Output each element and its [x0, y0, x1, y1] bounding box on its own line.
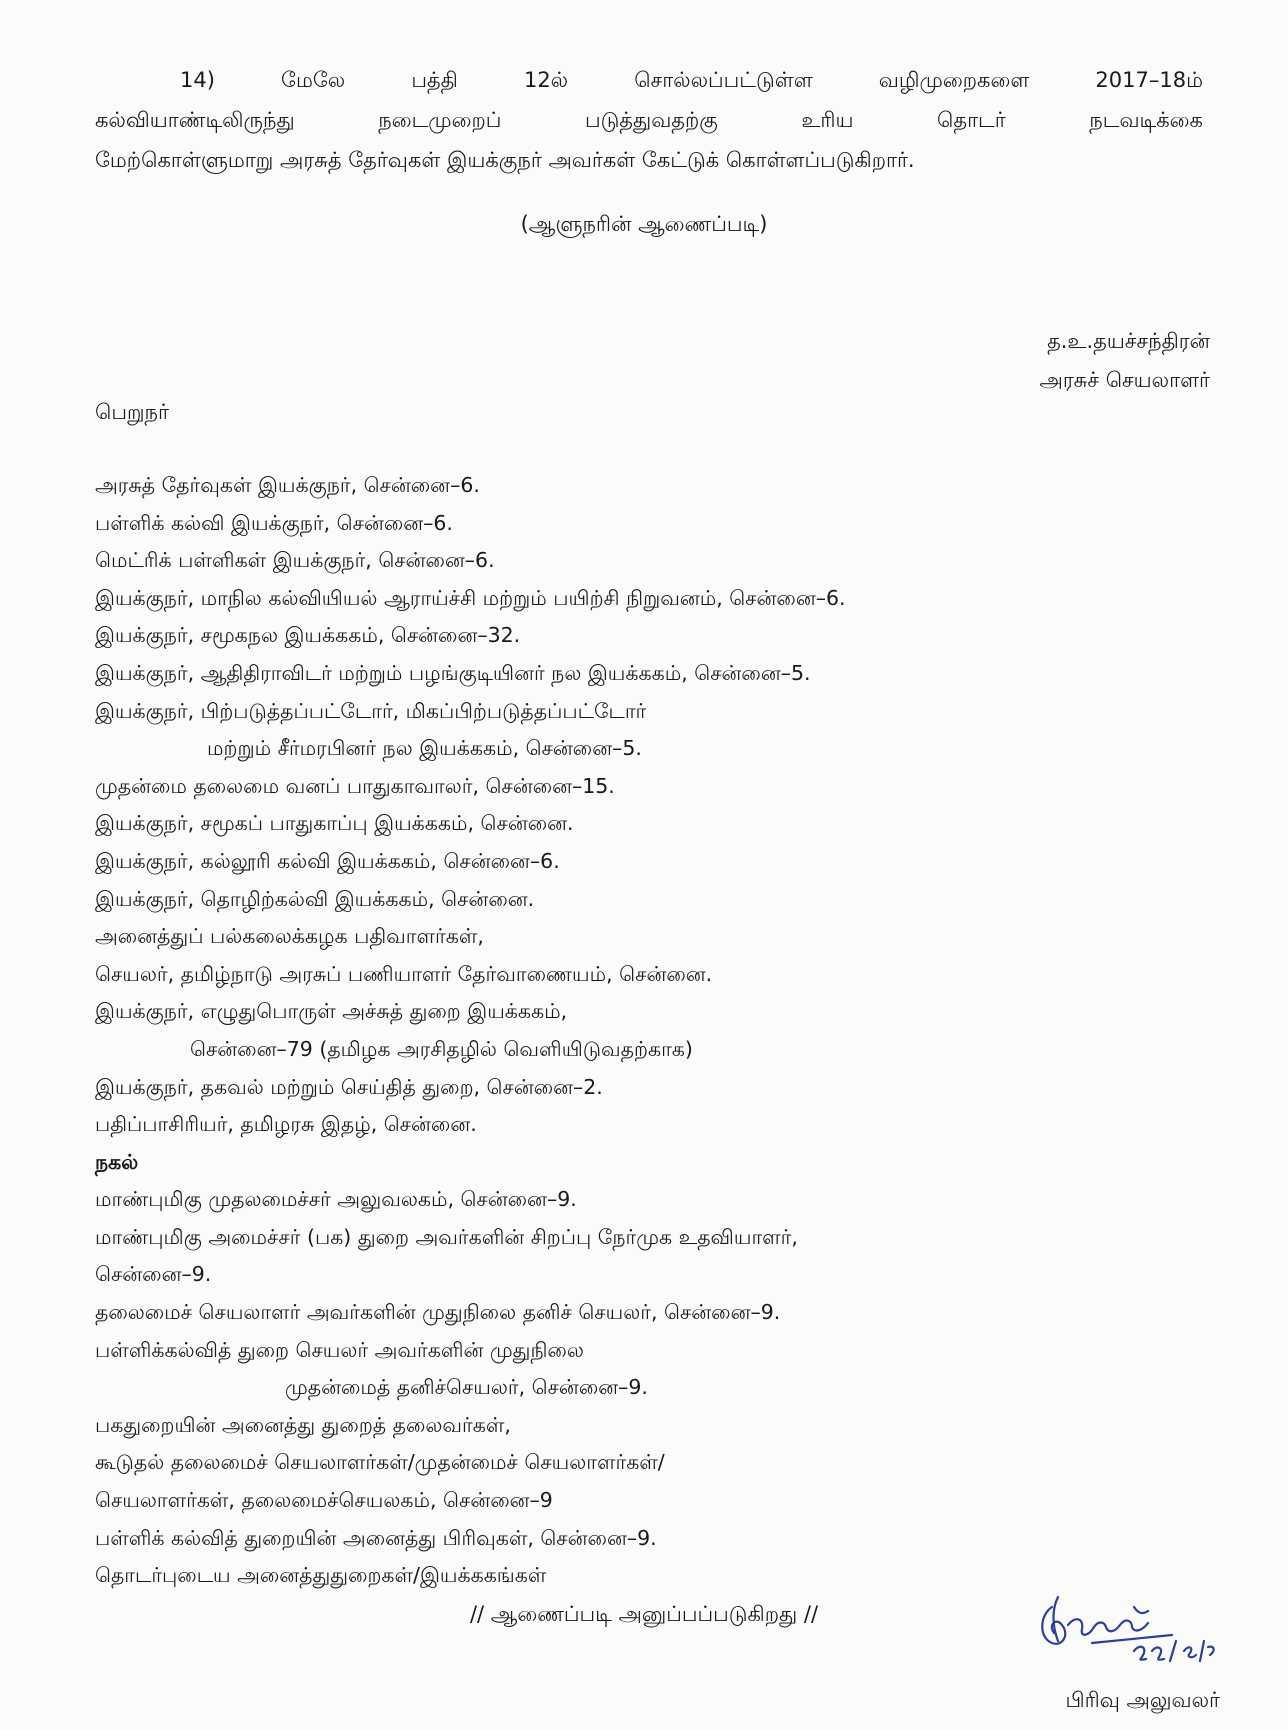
copy-line: மாண்புமிகு முதலமைச்சர் அலுவலகம், சென்னை–9. — [95, 1187, 577, 1212]
recipient-line: இயக்குநர், ஆதிதிராவிடர் மற்றும் பழங்குடியினர் நல இயக்ககம், சென்னை–5. — [95, 660, 811, 685]
recipient-line: இயக்குநர், எழுதுபொருள் அச்சுத் துறை இயக்ககம், — [95, 999, 568, 1024]
by-order-of-governor: (ஆளுநரின் ஆணைப்படி) — [520, 212, 768, 236]
instruction-paragraph — [95, 60, 1203, 180]
copy-heading: நகல் — [95, 1149, 139, 1174]
recipient-line: அனைத்துப் பல்கலைக்கழக பதிவாளர்கள், — [95, 924, 484, 949]
recipient-line: முதன்மை தலைமை வனப் பாதுகாவாலர், சென்னை–15. — [95, 773, 615, 798]
paragraph-line: 14) மேலே பத்தி 12ல் சொல்லப்பட்டுள்ள வழிமுறைகளை 2017–18ம் — [180, 68, 1203, 92]
recipient-line: பள்ளிக் கல்வி இயக்குநர், சென்னை–6. — [95, 510, 453, 535]
recipient-line: சென்னை–79 (தமிழக அரசிதழில் வெளியிடுவதற்காக) — [190, 1036, 693, 1061]
recipient-line: செயலர், தமிழ்நாடு அரசுப் பணியாளர் தேர்வாணையம், சென்னை. — [95, 961, 713, 986]
copy-line: தலைமைச் செயலாளர் அவர்களின் முதுநிலை தனிச் செயலர், சென்னை–9. — [95, 1300, 781, 1325]
recipient-line: இயக்குநர், சமூகநல இயக்ககம், சென்னை–32. — [95, 623, 521, 648]
section-officer: பிரிவு அலுவலர் — [1065, 1688, 1220, 1712]
handwritten-signature — [1022, 1585, 1222, 1675]
recipient-line: பதிப்பாசிரியர், தமிழரசு இதழ், சென்னை. — [95, 1112, 477, 1137]
secretary-signature-block — [1040, 322, 1211, 400]
copy-line: பகதுறையின் அனைத்து துறைத் தலைவர்கள், — [95, 1412, 511, 1437]
recipient-line: இயக்குநர், பிற்படுத்தப்பட்டோர், மிகப்பிற்படுத்தப்பட்டோர் — [95, 698, 647, 723]
distribution-list — [95, 467, 1215, 1595]
copy-line: தொடர்புடைய அனைத்துதுறைகள்/இயக்ககங்கள் — [95, 1563, 547, 1588]
secretary-name: த.உ.தயச்சந்திரன் — [1047, 329, 1210, 353]
copy-line: செயலாளர்கள், தலைமைச்செயலகம், சென்னை–9 — [95, 1488, 553, 1513]
copy-line: பள்ளிக்கல்வித் துறை செயலர் அவர்களின் முதுநிலை — [95, 1337, 584, 1362]
paragraph-line: மேற்கொள்ளுமாறு அரசுத் தேர்வுகள் இயக்குநர் அவர்கள் கேட்டுக் கொள்ளப்படுகிறார். — [95, 148, 915, 172]
copy-line: முதன்மைத் தனிச்செயலர், சென்னை–9. — [285, 1375, 648, 1400]
copy-line: சென்னை–9. — [95, 1262, 212, 1287]
forwarded-by-order: // ஆணைப்படி அனுப்பப்படுகிறது // — [469, 1602, 819, 1626]
secretary-designation: அரசுச் செயலாளர் — [1039, 368, 1210, 392]
recipients-heading: பெறுநர் — [95, 400, 169, 424]
recipient-line: இயக்குநர், தொழிற்கல்வி இயக்ககம், சென்னை. — [95, 886, 535, 911]
copy-line: கூடுதல் தலைமைச் செயலாளர்கள்/முதன்மைச் செயலாளர்கள்/ — [95, 1450, 665, 1475]
recipient-line: அரசுத் தேர்வுகள் இயக்குநர், சென்னை–6. — [95, 473, 480, 497]
paragraph-line: கல்வியாண்டிலிருந்து நடைமுறைப் படுத்துவதற்கு உரிய தொடர் நடவடிக்கை — [95, 108, 1203, 132]
recipient-line: இயக்குநர், சமூகப் பாதுகாப்பு இயக்ககம், சென்னை. — [95, 811, 574, 836]
copy-line: மாண்புமிகு அமைச்சர் (பக) துறை அவர்களின் சிறப்பு நேர்முக உதவியாளர், — [95, 1224, 798, 1249]
recipient-line: இயக்குநர், தகவல் மற்றும் செய்தித் துறை, சென்னை–2. — [95, 1074, 603, 1099]
copy-line: பள்ளிக் கல்வித் துறையின் அனைத்து பிரிவுகள், சென்னை–9. — [95, 1525, 657, 1550]
recipient-line: இயக்குநர், மாநில கல்வியியல் ஆராய்ச்சி மற்றும் பயிற்சி நிறுவனம், சென்னை–6. — [95, 585, 846, 610]
recipient-line: மற்றும் சீர்மரபினர் நல இயக்ககம், சென்னை–5. — [207, 736, 642, 761]
recipient-line: மெட்ரிக் பள்ளிகள் இயக்குநர், சென்னை–6. — [95, 548, 495, 573]
recipient-line: இயக்குநர், கல்லூரி கல்வி இயக்ககம், சென்னை–6. — [95, 848, 560, 873]
